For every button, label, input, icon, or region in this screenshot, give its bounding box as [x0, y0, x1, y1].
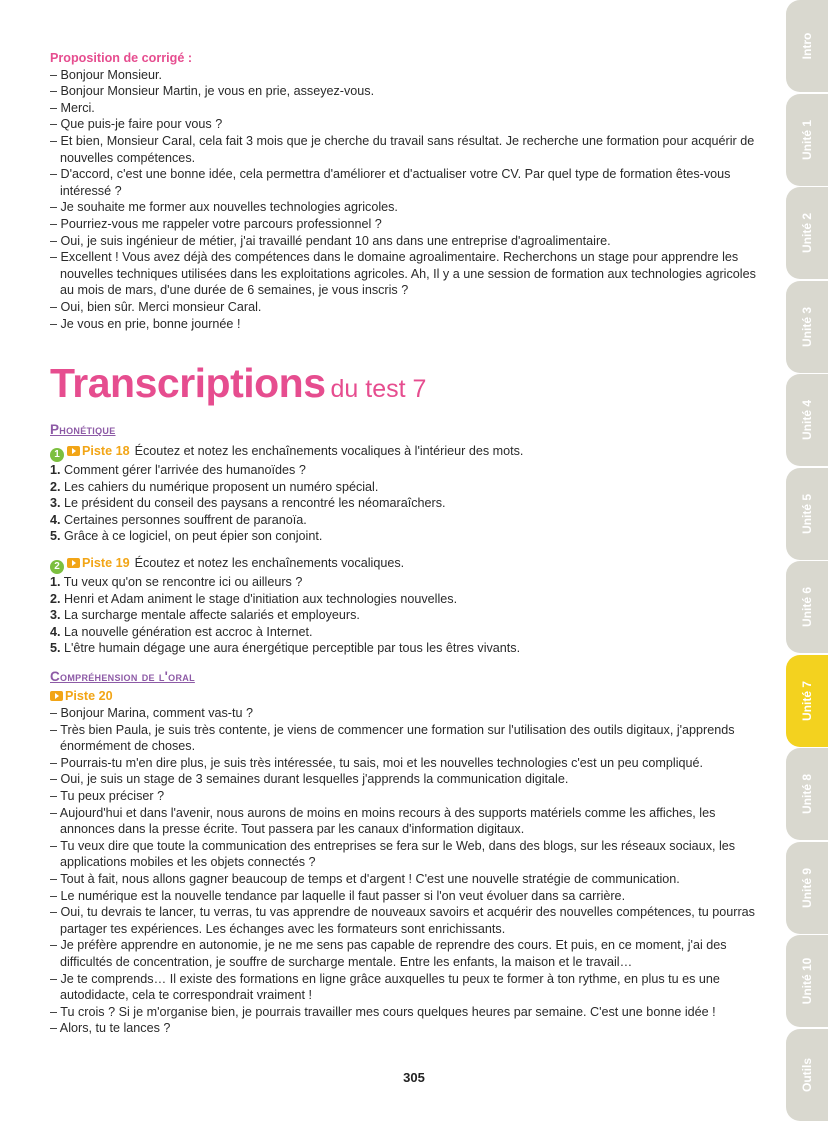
item-number: 4.	[50, 512, 61, 527]
dialogue-line: – Le numérique est la nouvelle tendance par laquelle il faut passer si l'on veut évoluer dans sa carrière.	[50, 888, 626, 903]
item-text: Certaines personnes souffrent de paranoïa.	[64, 512, 307, 527]
correction-dialogue	[50, 67, 766, 333]
item-number: 3.	[50, 496, 61, 511]
list-item	[50, 528, 766, 545]
piste-label: Piste 18	[82, 444, 130, 459]
list-item	[50, 640, 766, 657]
item-number: 1.	[50, 575, 61, 590]
list-item	[50, 624, 766, 641]
unit-tab-label: Outils	[800, 1057, 814, 1092]
dialogue-line: – Je souhaite me former aux nouvelles technologies agricoles.	[50, 200, 398, 215]
item-number: 5.	[50, 529, 61, 544]
item-text: Le président du conseil des paysans a rencontré les néomaraîchers.	[64, 496, 446, 511]
dialogue-line: – Pourrais-tu m'en dire plus, je suis très intéressée, tu sais, moi et les nouvelles technologies c'est un peu compliqué.	[50, 755, 704, 770]
list-item	[50, 591, 766, 608]
title-main: Transcriptions	[50, 360, 326, 407]
exercise-piste-18	[50, 443, 766, 462]
unit-tab-label: Unité 2	[800, 212, 814, 254]
unit-tab[interactable]	[786, 842, 828, 934]
dialogue-line: – Tu peux préciser ?	[50, 789, 165, 803]
dialogue-line: – Tu crois ? Si je m'organise bien, je pourrais travailler mes cours quelques heures par semaine. C'est une bonne idée !	[50, 1004, 716, 1019]
unit-tab[interactable]	[786, 281, 828, 373]
list-item	[50, 479, 766, 496]
dialogue-line: – Bonjour Monsieur.	[50, 67, 163, 82]
dialogue-line: – Je te comprends… Il existe des formations en ligne grâce auxquelles tu peux te former à ton rythme, en plus tu es une autodidacte, cela te correspondrait vraiment !	[50, 971, 720, 1003]
correction-title: Proposition de corrigé :	[50, 51, 193, 65]
unit-tab-label: Unité 10	[800, 957, 814, 1005]
unit-tab[interactable]	[786, 94, 828, 186]
dialogue-line: – Oui, bien sûr. Merci monsieur Caral.	[50, 299, 262, 314]
unit-tab-label: Unité 3	[800, 306, 814, 347]
item-text: Les cahiers du numérique proposent un numéro spécial.	[64, 479, 379, 494]
piste-label: Piste 20	[65, 689, 113, 704]
dialogue-line: – Tu veux dire que toute la communication des entreprises se fera sur le Web, dans des blogs, sur les réseaux sociaux, les applications mobiles et les objets connectés ?	[50, 838, 736, 870]
unit-tab[interactable]	[786, 655, 828, 747]
unit-tab-label: Unité 4	[800, 399, 814, 441]
unit-tab[interactable]	[786, 468, 828, 560]
exercise-number-badge: 1	[50, 448, 64, 462]
unit-tab[interactable]	[786, 935, 828, 1027]
audio-track-icon	[50, 691, 63, 701]
item-text: La surcharge mentale affecte salariés et employeurs.	[64, 608, 360, 623]
dialogue-line: – Aujourd'hui et dans l'avenir, nous aurons de moins en moins recours à des supports matériels comme les affiches, les annonces dans la presse écrite. Tout passera par les canaux d'information digitaux.	[50, 805, 716, 837]
item-number: 5.	[50, 641, 61, 656]
dialogue-line: – Bonjour Monsieur Martin, je vous en prie, asseyez-vous.	[50, 84, 375, 99]
list-item	[50, 607, 766, 624]
page-title	[50, 360, 766, 412]
dialogue-line: – Oui, je suis un stage de 3 semaines durant lesquelles j'apprends la communication digitale.	[50, 772, 569, 787]
item-text: L'être humain dégage une aura énergétique perceptible par tous les êtres vivants.	[64, 641, 521, 656]
item-text: Comment gérer l'arrivée des humanoïdes ?	[64, 463, 306, 478]
page-content	[50, 50, 766, 1037]
unit-tab-label: Unité 1	[800, 119, 814, 160]
dialogue-line: – Oui, tu devrais te lancer, tu verras, tu vas apprendre de nouveaux savoirs et acquérir des nouvelles compétences, tu pourras partager tes expériences. Les échanges avec les formateurs sont enrichissants.	[50, 905, 755, 936]
list-item	[50, 495, 766, 512]
dialogue-line: – Bonjour Marina, comment vas-tu ?	[50, 706, 253, 721]
dialogue-line: – Je préfère apprendre en autonomie, je ne me sens pas capable de reprendre des cours. Et puis, en ce moment, j'ai des difficultés de concentration, je souffre de surcharge mentale. Entre les enfants, la maison et le travail…	[50, 938, 727, 969]
unit-tab-label: Unité 7	[800, 680, 814, 721]
unit-tab[interactable]	[786, 1029, 828, 1121]
list-item	[50, 574, 766, 591]
unit-tab-label: Unité 5	[800, 493, 814, 534]
page-number: 305	[403, 1070, 425, 1085]
unit-tabs	[786, 0, 828, 1123]
dialogue-line: – Et bien, Monsieur Caral, cela fait 3 mois que je cherche du travail sans résultat. Je recherche une formation pour acquérir de nouvelles compétences.	[50, 133, 755, 165]
dialogue-line: – Alors, tu te lances ?	[50, 1021, 171, 1036]
dialogue-line: – D'accord, c'est une bonne idée, cela permettra d'améliorer et d'actualiser votre CV. Par quel type de formation êtes-vous intéressé ?	[50, 167, 731, 198]
unit-tab[interactable]	[786, 561, 828, 653]
unit-tab-label: Unité 8	[800, 773, 814, 815]
title-sub: du test 7	[330, 375, 427, 404]
piste-19-list	[50, 574, 766, 657]
list-item	[50, 462, 766, 479]
dialogue-line: – Je vous en prie, bonne journée !	[50, 316, 241, 331]
unit-tab[interactable]	[786, 374, 828, 466]
unit-tab-label: Unité 9	[800, 867, 814, 908]
item-text: Tu veux qu'on se rencontre ici ou ailleurs ?	[63, 575, 303, 590]
exercise-number-badge: 2	[50, 560, 64, 574]
item-text: Henri et Adam animent le stage d'initiation aux technologies nouvelles.	[64, 591, 458, 606]
item-text: La nouvelle génération est accroc à Internet.	[64, 624, 313, 639]
unit-tab-label: Unité 6	[800, 586, 814, 628]
unit-tab-label: Intro	[800, 32, 814, 60]
dialogue-line: – Que puis-je faire pour vous ?	[50, 117, 223, 132]
item-number: 3.	[50, 608, 61, 623]
dialogue-line: – Excellent ! Vous avez déjà des compétences dans le domaine agroalimentaire. Recherchons un stage pour apprendre les nouvelles techniques utilisées dans les exploitations agricoles. Ah, Il y a une session de formation aux technologies agricoles au mois de mars, d'une durée de 6 semaines, je vous inscris ?	[50, 250, 756, 298]
exercise-instruction: Écoutez et notez les enchaînements vocaliques à l'intérieur des mots.	[134, 444, 524, 459]
dialogue-line: – Très bien Paula, je suis très contente, je viens de commencer une formation sur l'utilisation des outils digitaux, j'apprends énormément de choses.	[50, 722, 735, 754]
dialogue-line: – Pourriez-vous me rappeler votre parcours professionnel ?	[50, 216, 382, 231]
section-comprehension-heading: Compréhension de l'oral	[50, 669, 195, 685]
section-phonetique-heading: Phonétique	[50, 422, 116, 438]
audio-track-icon	[67, 558, 80, 568]
exercise-instruction: Écoutez et notez les enchaînements vocaliques.	[134, 556, 405, 571]
item-text: Grâce à ce logiciel, on peut épier son conjoint.	[64, 529, 323, 544]
piste-18-list	[50, 462, 766, 545]
dialogue-line: – Oui, je suis ingénieur de métier, j'ai travaillé pendant 10 ans dans une entreprise d'agroalimentaire.	[50, 233, 611, 248]
unit-tab[interactable]	[786, 748, 828, 840]
item-number: 2.	[50, 591, 61, 606]
piste-20-header	[50, 688, 766, 705]
piste-label: Piste 19	[82, 556, 130, 571]
dialogue-line: – Tout à fait, nous allons gagner beaucoup de temps et d'argent ! C'est une nouvelle stratégie de communication.	[50, 871, 680, 886]
item-number: 2.	[50, 479, 61, 494]
item-number: 4.	[50, 624, 61, 639]
list-item	[50, 512, 766, 529]
comprehension-dialogue	[50, 705, 766, 1037]
unit-tab[interactable]	[786, 0, 828, 92]
audio-track-icon	[67, 446, 80, 456]
item-number: 1.	[50, 463, 61, 478]
unit-tab[interactable]	[786, 187, 828, 279]
exercise-piste-19	[50, 555, 766, 574]
dialogue-line: – Merci.	[50, 100, 95, 115]
